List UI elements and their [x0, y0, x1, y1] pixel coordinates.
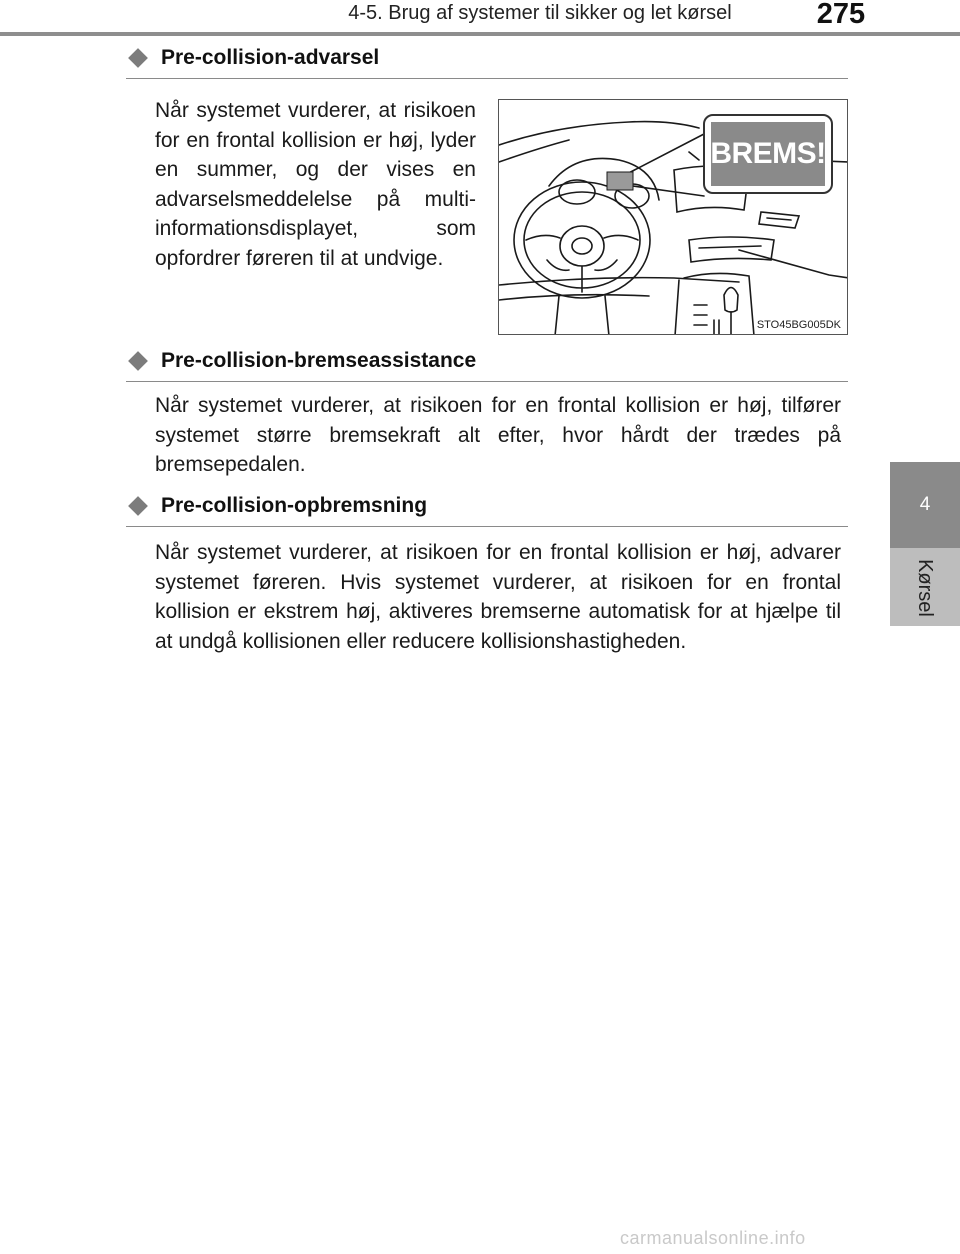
header-rule: [0, 32, 960, 36]
chapter-number: 4: [919, 494, 931, 515]
section-rule: [126, 381, 848, 382]
section-rule: [126, 526, 848, 527]
multi-information-display: [711, 122, 825, 186]
running-header: 4-5. Brug af systemer til sikker og let kørsel: [348, 2, 732, 24]
section-heading-text: Pre-collision-advarsel: [161, 46, 380, 69]
page-number: 275: [816, 0, 866, 30]
section-body-brake-assist: Når systemet vurderer, at risikoen for en frontal kollision er høj, tilfører systemet større bremsekraft alt efter, hvor hårdt der trædes på bremsepedalen.: [155, 394, 841, 477]
section-heading-brake-assist: [126, 349, 848, 373]
diamond-bullet-icon: [128, 351, 148, 371]
diamond-bullet-icon: [128, 48, 148, 68]
section-heading-text: Pre-collision-opbremsning: [161, 494, 428, 517]
section-heading-text: Pre-collision-bremseassistance: [161, 349, 477, 372]
section-body-pre-collision-warning: Når systemet vurderer, at risikoen for en frontal kollision er høj, lyder en summer, og der vises en advarselsmeddelelse på multi-informationsdisplayet, som opfordrer føreren til at undvige.: [155, 99, 476, 270]
chapter-label: Kørsel: [914, 559, 937, 617]
section-rule: [126, 78, 848, 79]
figure-code: STO45BG005DK: [756, 319, 841, 331]
diamond-bullet-icon: [128, 496, 148, 516]
display-callout: [703, 114, 833, 194]
section-heading-auto-braking: [126, 494, 848, 518]
section-body-auto-braking: Når systemet vurderer, at risikoen for en frontal kollision er høj, advarer systemet føreren. Hvis systemet vurderer, at risikoen for en frontal kollision er ekstrem høj, aktiveres bremserne automatisk for at hjælpe til at undgå kollisionen eller reducere kollisionshastigheden.: [155, 541, 841, 653]
watermark: carmanualsonline.info: [620, 1228, 806, 1248]
section-heading-pre-collision-warning: [126, 46, 848, 70]
display-message: BREMS!: [710, 137, 826, 170]
